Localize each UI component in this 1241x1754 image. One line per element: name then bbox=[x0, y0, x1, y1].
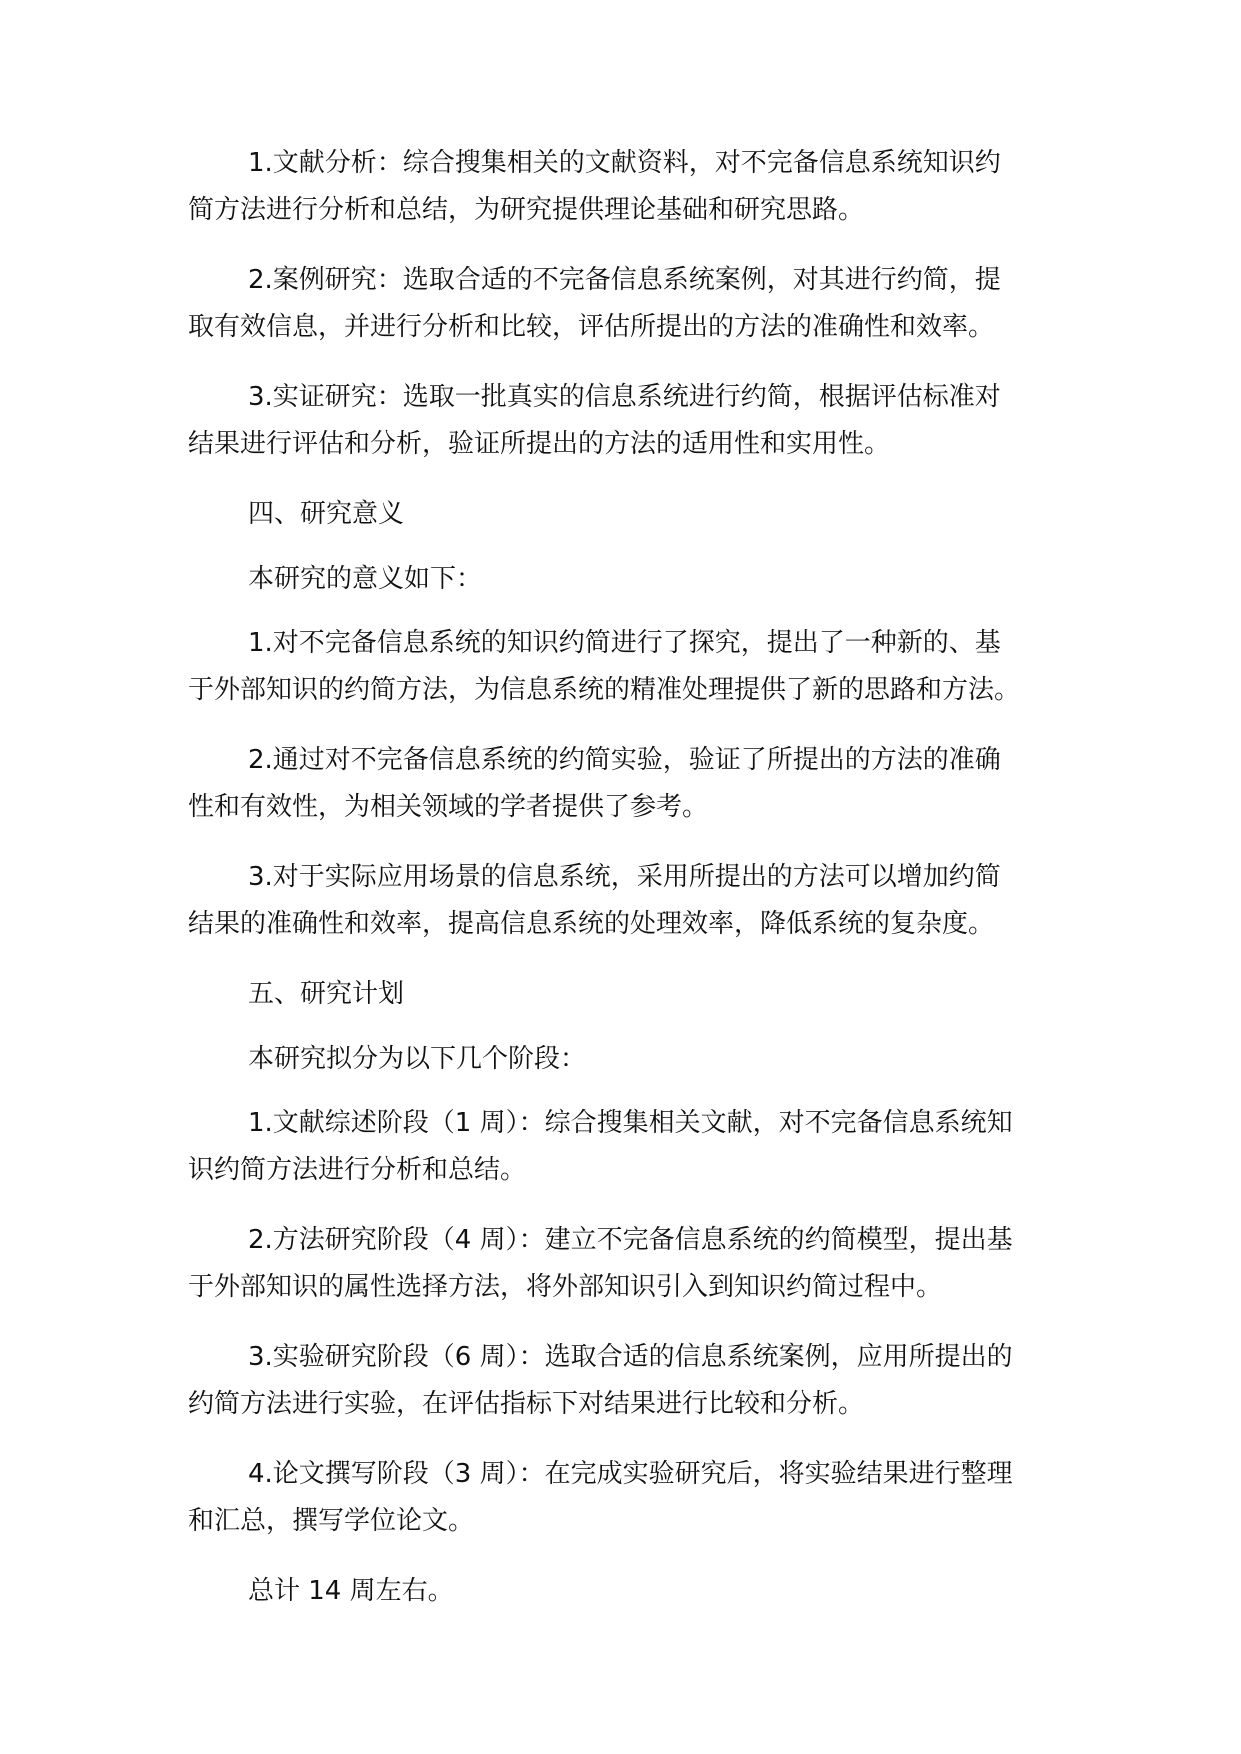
paragraph-plan-stage-4 bbox=[188, 1451, 1068, 1545]
text-line: 1.文献综述阶段（1 周）：综合搜集相关文献，对不完备信息系统知 bbox=[248, 1108, 1013, 1138]
text-line: 2.方法研究阶段（4 周）：建立不完备信息系统的约简模型，提出基 bbox=[248, 1225, 1013, 1255]
text-line: 3.实验研究阶段（6 周）：选取合适的信息系统案例，应用所提出的 bbox=[248, 1342, 1013, 1372]
paragraph-significance-2 bbox=[188, 737, 1068, 831]
text-line: 2.案例研究：选取合适的不完备信息系统案例，对其进行约简，提 bbox=[248, 265, 1001, 295]
text-line: 取有效信息，并进行分析和比较，评估所提出的方法的准确性和效率。 bbox=[188, 312, 995, 342]
text-line: 约简方法进行实验，在评估指标下对结果进行比较和分析。 bbox=[188, 1389, 865, 1419]
paragraph-significance-3 bbox=[188, 854, 1068, 948]
text-line: 4.论文撰写阶段（3 周）：在完成实验研究后，将实验结果进行整理 bbox=[248, 1459, 1013, 1489]
paragraph-plan-stage-3 bbox=[188, 1334, 1068, 1428]
paragraph-method-empirical bbox=[188, 374, 1068, 468]
text-line: 性和有效性，为相关领域的学者提供了参考。 bbox=[188, 792, 709, 822]
paragraph-plan-intro bbox=[188, 1036, 1068, 1083]
text-line: 和汇总，撰写学位论文。 bbox=[188, 1506, 475, 1536]
paragraph-plan-stage-2 bbox=[188, 1217, 1068, 1311]
text-line: 于外部知识的约简方法，为信息系统的精准处理提供了新的思路和方法。 bbox=[188, 675, 1021, 705]
heading-text: 四、研究意义 bbox=[248, 499, 405, 529]
paragraph-method-case-study bbox=[188, 257, 1068, 351]
section-heading-plan bbox=[188, 971, 1068, 1018]
paragraph-significance-intro bbox=[188, 556, 1068, 603]
text-line: 2.通过对不完备信息系统的约简实验，验证了所提出的方法的准确 bbox=[248, 745, 1001, 775]
paragraph-plan-stage-1 bbox=[188, 1100, 1068, 1194]
heading-text: 五、研究计划 bbox=[248, 979, 405, 1009]
text-line: 简方法进行分析和总结，为研究提供理论基础和研究思路。 bbox=[188, 195, 865, 225]
text-line: 3.对于实际应用场景的信息系统，采用所提出的方法可以增加约简 bbox=[248, 862, 1001, 892]
text-line: 本研究拟分为以下几个阶段： bbox=[248, 1044, 587, 1074]
paragraph-method-literature bbox=[188, 140, 1068, 234]
text-line: 3.实证研究：选取一批真实的信息系统进行约简，根据评估标准对 bbox=[248, 382, 1001, 412]
text-line: 结果进行评估和分析，验证所提出的方法的适用性和实用性。 bbox=[188, 429, 891, 459]
paragraph-total-duration bbox=[188, 1568, 1068, 1615]
section-heading-significance bbox=[188, 491, 1068, 538]
text-line: 1.文献分析：综合搜集相关的文献资料，对不完备信息系统知识约 bbox=[248, 148, 1001, 178]
text-line: 本研究的意义如下： bbox=[248, 564, 483, 594]
text-line: 1.对不完备信息系统的知识约简进行了探究，提出了一种新的、基 bbox=[248, 628, 1001, 658]
text-line: 结果的准确性和效率，提高信息系统的处理效率，降低系统的复杂度。 bbox=[188, 909, 995, 939]
text-line: 识约简方法进行分析和总结。 bbox=[188, 1155, 527, 1185]
text-line: 于外部知识的属性选择方法，将外部知识引入到知识约简过程中。 bbox=[188, 1272, 943, 1302]
text-line: 总计 14 周左右。 bbox=[248, 1576, 454, 1606]
paragraph-significance-1 bbox=[188, 620, 1068, 714]
